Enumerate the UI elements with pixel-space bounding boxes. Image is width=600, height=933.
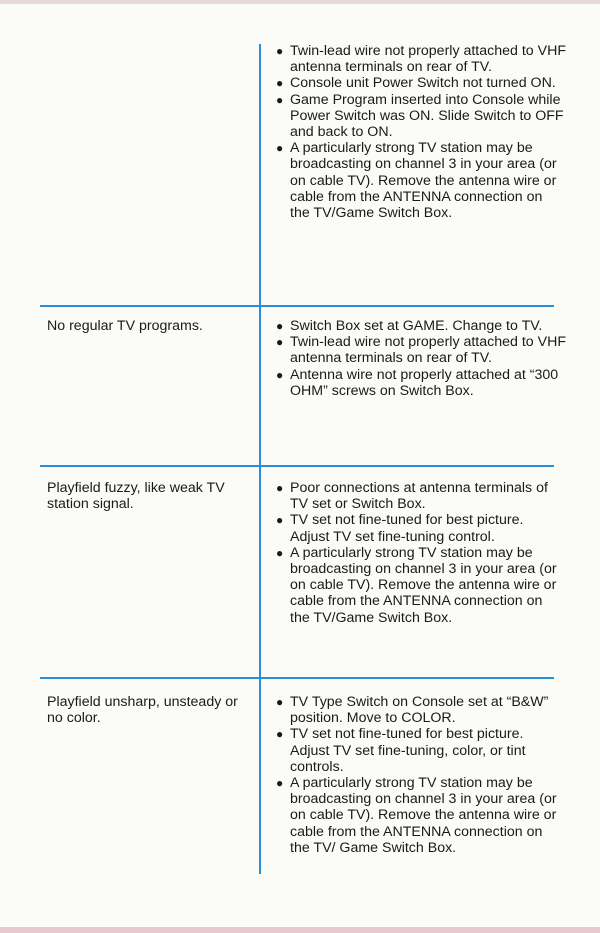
bullet-icon: ● [276, 319, 284, 333]
row-divider-3 [40, 677, 554, 679]
problem-text-3: Playfield unsharp, unsteady or no color. [47, 694, 238, 727]
bullet-icon: ● [276, 481, 284, 495]
page-bottom-edge [0, 927, 600, 933]
cause-item: ● TV set not fine-tuned for best picture. Adjust TV set fine-tuning, color, or tint controls. [276, 726, 526, 775]
bullet-icon: ● [276, 513, 284, 528]
problem-text-1: No regular TV programs. [47, 318, 203, 334]
row-divider-2 [40, 465, 554, 467]
cause-list-3 [276, 694, 566, 856]
cause-item: ● Twin-lead wire not properly attached to VHF antenna terminals on rear of TV. [276, 334, 566, 367]
cause-list-1 [276, 318, 566, 399]
cause-item: ● TV Type Switch on Console set at “B&W” position. Move to COLOR. [276, 694, 549, 727]
cause-item: ● Poor connections at antenna terminals of TV set or Switch Box. [276, 480, 548, 513]
cause-item: ● Game Program inserted into Console while Power Switch was ON. Slide Switch to OFF and back to ON. [276, 91, 564, 141]
bullet-icon: ● [276, 695, 284, 709]
bullet-icon: ● [276, 776, 284, 791]
cause-item: ● Switch Box set at GAME. Change to TV. [276, 318, 543, 334]
page-top-edge [0, 0, 600, 4]
cause-item: ● Twin-lead wire not properly attached to VHF antenna terminals on rear of TV. [276, 43, 566, 76]
bullet-icon: ● [276, 44, 284, 58]
cause-item: ● A particularly strong TV station may be broadcasting on channel 3 in your area (or on cable TV). Remove the antenna wire or cable from the ANTENNA connection on the TV/ Game Switch Box. [276, 775, 557, 856]
bullet-icon: ● [276, 141, 284, 156]
cause-item: ● A particularly strong TV station may be broadcasting on channel 3 in your area (or on cable TV). Remove the antenna wire or cable from the ANTENNA connection on the TV/Game Switch Box. [276, 140, 557, 222]
bullet-icon: ● [276, 76, 284, 91]
cause-list-0 [276, 43, 566, 221]
column-divider [259, 44, 261, 874]
bullet-icon: ● [276, 545, 284, 560]
row-divider-1 [40, 305, 554, 307]
bullet-icon: ● [276, 92, 284, 107]
cause-item: ● A particularly strong TV station may be broadcasting on channel 3 in your area (or on cable TV). Remove the antenna wire or cable from the ANTENNA connection on the TV/Game Switch Box. [276, 544, 557, 626]
cause-item: ● Console unit Power Switch not turned ON. [276, 75, 556, 92]
bullet-icon: ● [276, 335, 284, 350]
cause-item: ● Antenna wire not properly attached at “300 OHM” screws on Switch Box. [276, 366, 559, 399]
bullet-icon: ● [276, 367, 284, 382]
cause-item: ● TV set not fine-tuned for best picture. Adjust TV set fine-tuning control. [276, 512, 524, 545]
bullet-icon: ● [276, 727, 284, 742]
cause-list-2 [276, 480, 566, 626]
problem-text-2: Playfield fuzzy, like weak TV station signal. [47, 480, 225, 513]
